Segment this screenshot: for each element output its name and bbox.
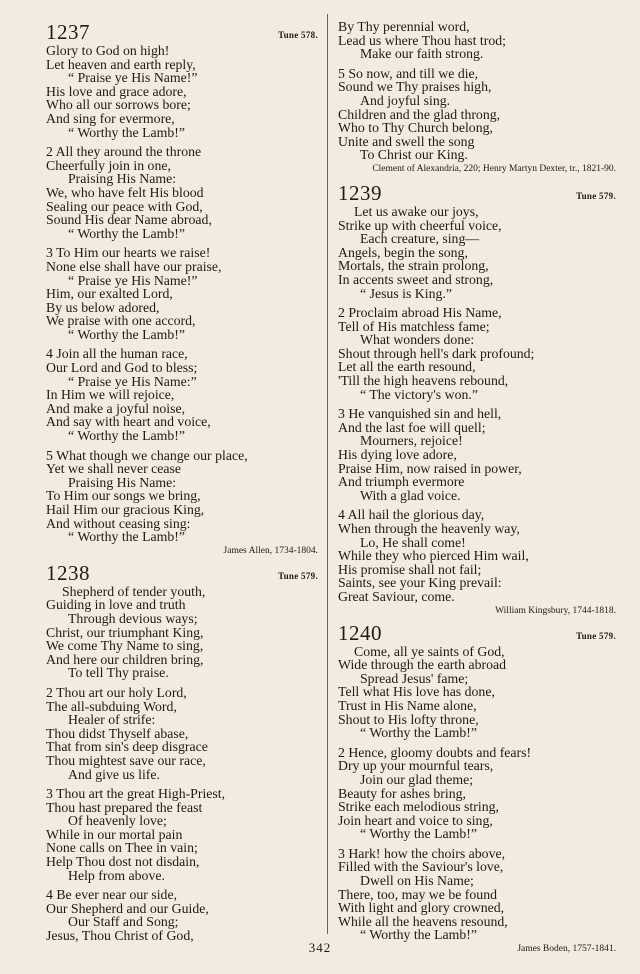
verse-line: Christ, our triumphant King,: [46, 624, 204, 640]
verse-line: Sound we Thy praises high,: [338, 79, 492, 95]
verse-line: 3 To Him our hearts we raise!: [46, 245, 211, 261]
verse: [46, 787, 318, 882]
verse-line: Shout through hell's dark profound;: [338, 345, 535, 361]
verse-line: “ Worthy the Lamb!”: [360, 927, 478, 943]
verse: [46, 449, 318, 544]
verse-line: In accents sweet and strong,: [338, 271, 494, 287]
tune-reference: Tune 579.: [576, 190, 616, 201]
verse-line: Unite and swell the song: [338, 133, 475, 149]
verse-line: Our Lord and God to bless;: [46, 360, 198, 376]
verse-line: To tell Thy praise.: [68, 665, 169, 681]
verse-line: And say with heart and voice,: [46, 414, 211, 430]
verse-line: And the last foe will quell;: [338, 419, 486, 435]
verse-line: Join our glad theme;: [360, 771, 474, 787]
verse-line: And without ceasing sing:: [46, 515, 191, 531]
hymn-number: 1240: [338, 620, 382, 645]
verse-line: Wide through the earth abroad: [338, 657, 507, 673]
verse-line: 4 Be ever near our side,: [46, 887, 178, 903]
verse: [46, 44, 318, 139]
verse-line: Hail Him our gracious King,: [46, 502, 205, 517]
hymn-author: James Allen, 1734-1804.: [223, 545, 318, 556]
verse-line: And give us life.: [68, 766, 160, 782]
verse-line: What wonders done:: [360, 332, 475, 348]
verse-line: Through devious ways;: [68, 610, 198, 626]
verse: [46, 145, 318, 240]
verse-line: To Christ our King.: [360, 147, 468, 163]
verse-line: When through the heavenly way,: [338, 521, 520, 536]
verse-line: “ Praise ye His Name:”: [68, 373, 197, 389]
verse-line: “ Worthy the Lamb!”: [360, 725, 478, 741]
verse-line: Spread Jesus' fame;: [360, 670, 469, 686]
verse-line: And joyful sing.: [360, 92, 451, 108]
verse-line: None calls on Thee in vain;: [46, 840, 198, 856]
verse-line: Cheerfully join in one,: [46, 157, 171, 173]
hymn-header: [338, 621, 616, 645]
verse-line: “ Jesus is King.”: [360, 285, 452, 301]
verse-line: Praising His Name:: [68, 171, 177, 187]
verse-line: Children and the glad throng,: [338, 106, 501, 122]
verse-line: 3 He vanquished sin and hell,: [338, 406, 502, 422]
verse-line: 4 Join all the human race,: [46, 346, 188, 362]
verse-line: His love and grace adore,: [46, 83, 187, 99]
tune-reference: Tune 579.: [278, 570, 318, 581]
verse-line: Let heaven and earth reply,: [46, 56, 196, 72]
verse-line: Help Thou dost not disdain,: [46, 854, 200, 870]
verse-line: There, too, may we be found: [338, 886, 497, 902]
right-column: [338, 20, 616, 959]
verse-line: 5 So now, and till we die,: [338, 65, 479, 81]
verse-line: With a glad voice.: [360, 487, 461, 503]
verse-line: Dry up your mournful tears,: [338, 758, 494, 774]
verse-line: Great Saviour, come.: [338, 588, 455, 604]
verse-line: By Thy perennial word,: [338, 19, 470, 34]
verse-line: Angels, begin the song,: [338, 244, 468, 260]
verse-line: Strike up with cheerful voice,: [338, 217, 502, 233]
verse: [338, 508, 616, 603]
verse-line: Thou hast prepared the feast: [46, 799, 203, 815]
verse-line: That from sin's deep disgrace: [46, 739, 208, 755]
hymn-author: James Boden, 1757-1841.: [517, 944, 616, 955]
verse: [338, 306, 616, 401]
verse-line: Praising His Name:: [68, 474, 177, 490]
hymn-number: 1238: [46, 560, 90, 585]
verse-line: Come, all ye saints of God,: [354, 643, 505, 659]
verse-line: Lead us where Thou hast trod;: [338, 32, 506, 48]
verse-line: Tell what His love has done,: [338, 684, 495, 700]
verse: [46, 347, 318, 442]
verse-line: Shout to His lofty throne,: [338, 711, 479, 727]
verse-line: 2 Thou art our holy Lord,: [46, 684, 187, 700]
verse-line: In Him we will rejoice,: [46, 387, 175, 403]
verse-line: Help from above.: [68, 867, 165, 883]
verse-line: Let all the earth resound,: [338, 359, 476, 375]
verse-line: While all the heavens resound,: [338, 913, 508, 929]
verse-line: Let us awake our joys,: [354, 203, 479, 219]
verse-line: 3 Hark! how the choirs above,: [338, 845, 506, 861]
verse-line: We, who have felt His blood: [46, 184, 204, 200]
verse-line: “ Praise ye His Name!”: [68, 70, 198, 86]
verse-line: Join heart and voice to sing,: [338, 812, 493, 828]
page-number: 342: [308, 940, 332, 955]
verse-line: Shepherd of tender youth,: [62, 583, 206, 599]
verse-line: Glory to God on high!: [46, 43, 170, 58]
verse: [338, 20, 616, 61]
verse-line: Each creature, sing—: [360, 231, 480, 247]
hymn-number: 1237: [46, 20, 90, 44]
verse-line: To Him our songs we bring,: [46, 488, 201, 504]
verse-line: Sealing our peace with God,: [46, 198, 203, 214]
verse-line: Jesus, Thou Christ of God,: [46, 928, 194, 944]
verse-line: Make our faith strong.: [360, 46, 484, 62]
verse-line: The all-subduing Word,: [46, 698, 177, 714]
verse-line: “ Worthy the Lamb!”: [68, 326, 186, 342]
verse-line: While they who pierced Him wail,: [338, 548, 529, 564]
verse: [46, 888, 318, 942]
hymn-number: 1239: [338, 180, 382, 205]
verse-line: Who to Thy Church belong,: [338, 120, 493, 136]
verse: [46, 246, 318, 341]
verse-line: “ The victory's won.”: [360, 386, 478, 402]
verse-line: 5 What though we change our place,: [46, 447, 248, 463]
verse: [338, 645, 616, 740]
verse-line: Thou mightest save our race,: [46, 752, 206, 768]
verse: [338, 205, 616, 300]
verse-line: Of heavenly love;: [68, 813, 167, 829]
verse: [338, 67, 616, 162]
verse-line: Yet we shall never cease: [46, 461, 181, 477]
verse: [338, 847, 616, 942]
left-column: [46, 20, 318, 949]
hymn-author: Clement of Alexandria, 220; Henry Martyn Dexter, tr., 1821-90.: [372, 163, 616, 174]
verse-line: Trust in His Name alone,: [338, 697, 477, 713]
verse-line: 2 Proclaim abroad His Name,: [338, 305, 502, 321]
verse-line: Our Staff and Song;: [68, 914, 179, 930]
verse-line: Lo, He shall come!: [360, 534, 466, 550]
verse-line: Sound His dear Name abroad,: [46, 212, 212, 228]
verse-line: Who all our sorrows bore;: [46, 97, 191, 113]
column-divider: [327, 14, 328, 934]
hymn-header: [46, 561, 318, 585]
verse-line: And make a joyful noise,: [46, 400, 186, 416]
verse-line: Healer of strife:: [68, 712, 156, 728]
verse-line: Strike each melodious string,: [338, 799, 499, 815]
verse-line: And sing for evermore,: [46, 110, 175, 126]
verse-line: And triumph evermore: [338, 474, 465, 490]
verse-line: Guiding in love and truth: [46, 597, 186, 613]
hymn-header: [46, 20, 318, 44]
verse-line: 4 All hail the glorious day,: [338, 507, 485, 523]
verse-line: “ Worthy the Lamb!”: [68, 529, 186, 545]
tune-reference: Tune 579.: [576, 630, 616, 641]
verse-line: With light and glory crowned,: [338, 900, 505, 916]
verse-line: Him, our exalted Lord,: [46, 286, 173, 302]
verse-line: Mourners, rejoice!: [360, 433, 463, 449]
verse-line: Dwell on His Name;: [360, 873, 474, 889]
verse-line: While in our mortal pain: [46, 826, 183, 842]
hymn-author: William Kingsbury, 1744-1818.: [495, 605, 616, 616]
verse: [46, 585, 318, 680]
verse-line: Praise Him, now raised in power,: [338, 460, 522, 476]
verse: [46, 686, 318, 781]
verse-line: Saints, see your King prevail:: [338, 575, 502, 591]
verse-line: 3 Thou art the great High-Priest,: [46, 786, 226, 802]
verse-line: His promise shall not fail;: [338, 561, 482, 577]
verse-line: Tell of His matchless fame;: [338, 318, 490, 334]
verse-line: None else shall have our praise,: [46, 258, 222, 274]
verse-line: We praise with one accord,: [46, 313, 196, 329]
verse-line: 2 All they around the throne: [46, 144, 202, 160]
verse-line: And here our children bring,: [46, 651, 204, 667]
tune-reference: Tune 578.: [278, 30, 318, 40]
verse: [338, 407, 616, 502]
verse-line: “ Worthy the Lamb!”: [360, 826, 478, 842]
verse-line: Our Shepherd and our Guide,: [46, 900, 209, 916]
verse-line: We come Thy Name to sing,: [46, 638, 204, 654]
verse-line: 'Till the high heavens rebound,: [338, 373, 509, 389]
verse-line: By us below adored,: [46, 299, 160, 315]
verse-line: 2 Hence, gloomy doubts and fears!: [338, 744, 532, 760]
verse-line: Filled with the Saviour's love,: [338, 859, 504, 875]
verse-line: Mortals, the strain prolong,: [338, 258, 489, 274]
verse-line: Thou didst Thyself abase,: [46, 725, 189, 741]
verse-line: “ Worthy the Lamb!”: [68, 225, 186, 241]
verse-line: “ Worthy the Lamb!”: [68, 124, 186, 140]
verse-line: “ Worthy the Lamb!”: [68, 428, 186, 444]
hymn-header: [338, 181, 616, 205]
verse-line: “ Praise ye His Name!”: [68, 272, 198, 288]
verse-line: His dying love adore,: [338, 447, 457, 463]
verse: [338, 746, 616, 841]
verse-line: Beauty for ashes bring,: [338, 785, 466, 801]
